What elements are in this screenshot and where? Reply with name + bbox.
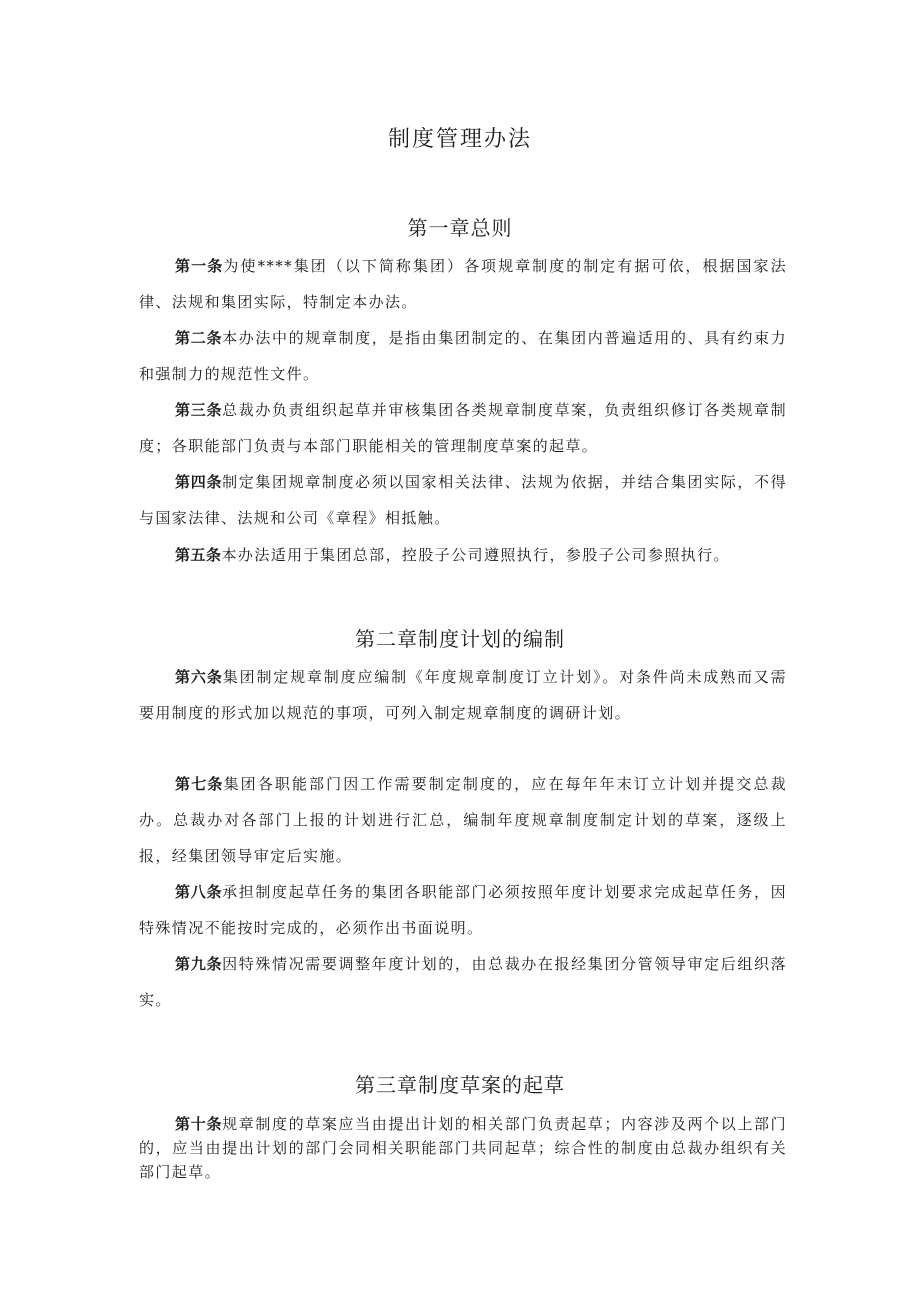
article-text: 因特殊情况需要调整年度计划的，由总裁办在报经集团分管领导审定后组织落实。: [139, 955, 787, 1009]
article-9: [139, 946, 787, 1018]
article-text: 规章制度的草案应当由提出计划的相关部门负责起草；内容涉及两个以上部门的，应当由提出计划的部门会同相关职能部门共同起草；综合性的制度由总裁办组织有关部门起草。: [139, 1115, 787, 1181]
article-label: 第二条: [175, 329, 223, 347]
article-10: [139, 1112, 787, 1184]
article-text: 集团各职能部门因工作需要制定制度的，应在每年年末订立计划并提交总裁办。总裁办对各部门上报的计划进行汇总，编制年度规章制度制定计划的草案，逐级上报，经集团领导审定后实施。: [139, 775, 787, 865]
article-text: 为使****集团（以下简称集团）各项规章制度的制定有据可依，根据国家法律、法规和集团实际，特制定本办法。: [139, 257, 787, 311]
article-text: 总裁办负责组织起草并审核集团各类规章制度草案，负责组织修订各类规章制度；各职能部门负责与本部门职能相关的管理制度草案的起草。: [139, 401, 787, 455]
article-label: 第四条: [175, 473, 223, 491]
article-2: [139, 320, 787, 392]
article-label: 第三条: [175, 401, 223, 419]
article-8: [139, 874, 787, 946]
article-text: 本办法适用于集团总部，控股子公司遵照执行，参股子公司参照执行。: [221, 546, 730, 564]
chapter-2-title: 第二章制度计划的编制: [355, 627, 565, 651]
article-label: 第十条: [175, 1115, 223, 1133]
article-1: [139, 248, 787, 320]
chapter-3-title: 第三章制度草案的起草: [355, 1073, 565, 1097]
article-label: 第一条: [175, 257, 224, 275]
chapter-1-title: 第一章总则: [407, 216, 513, 240]
article-label: 第七条: [175, 775, 224, 793]
article-text: 承担制度起草任务的集团各职能部门必须按照年度计划要求完成起草任务，因特殊情况不能按时完成的，必须作出书面说明。: [139, 883, 787, 937]
article-label: 第八条: [175, 883, 223, 901]
article-7: [139, 766, 787, 874]
article-text: 本办法中的规章制度，是指由集团制定的、在集团内普遍适用的、具有约束力和强制力的规范性文件。: [139, 329, 787, 383]
article-4: [139, 464, 787, 536]
article-6: [139, 659, 787, 731]
document-title: 制度管理办法: [387, 127, 532, 152]
article-text: 集团制定规章制度应编制《年度规章制度订立计划》。对条件尚未成熟而又需要用制度的形式加以规范的事项，可列入制定规章制度的调研计划。: [139, 668, 787, 722]
article-5: [139, 537, 787, 573]
article-label: 第九条: [175, 955, 223, 973]
article-label: 第六条: [175, 668, 223, 686]
article-3: [139, 392, 787, 464]
article-text: 制定集团规章制度必须以国家相关法律、法规为依据，并结合集团实际，不得与国家法律、法规和公司《章程》相抵触。: [139, 473, 787, 527]
article-label: 第五条: [175, 546, 222, 564]
